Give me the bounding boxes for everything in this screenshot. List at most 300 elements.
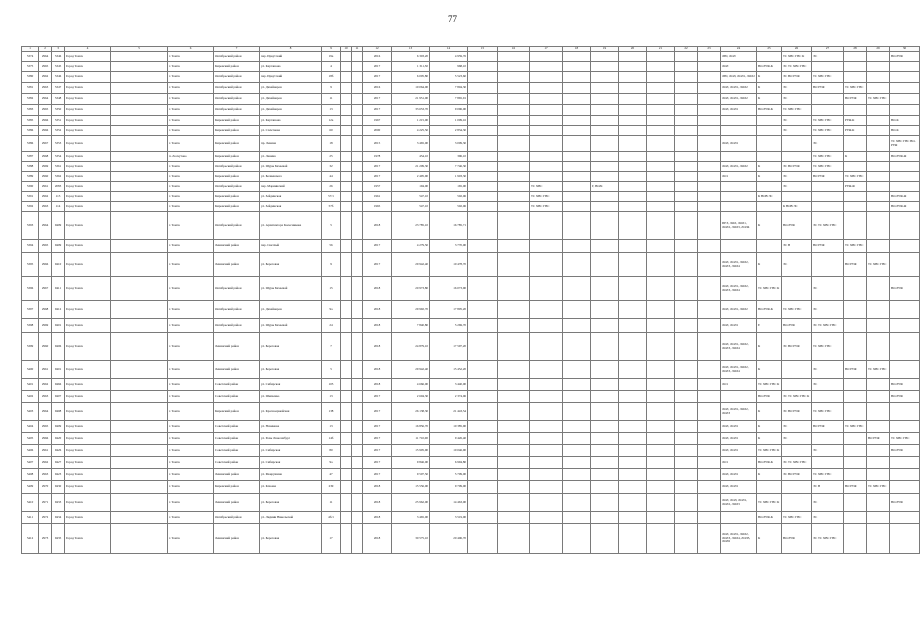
cell-col-4: Город Томск (65, 72, 111, 83)
cell-col-10 (341, 202, 352, 212)
cell-col-3: 9411 (52, 277, 65, 301)
cell-col-23 (698, 52, 721, 62)
cell-col-16 (498, 469, 530, 481)
cell-col-24 (721, 182, 757, 192)
column-header-21: 21 (647, 47, 675, 52)
cell-col-7: Ленинский район (214, 469, 260, 481)
cell-col-11 (352, 361, 363, 379)
cell-col-5 (111, 72, 168, 83)
cell-col-30: ВО-РУФ-Ф (890, 202, 920, 212)
cell-col-24: ЛОЛ, ЛОЛ1 (721, 469, 757, 481)
cell-col-2: 2965 (39, 240, 52, 253)
cell-col-27 (812, 94, 844, 105)
cell-col-14: 7 804,30 (430, 83, 468, 94)
cell-col-3: 114 (52, 202, 65, 212)
cell-col-7: Кировский район (214, 136, 260, 152)
cell-col-5 (111, 301, 168, 319)
table-row (22, 162, 920, 172)
cell-col-7: Ленинский район (214, 253, 260, 277)
cell-col-6: г. Томск (168, 277, 214, 301)
cell-col-4: Город Томск (65, 524, 111, 554)
cell-col-15 (468, 240, 498, 253)
cell-col-8: ул. Сибирская (260, 445, 322, 457)
cell-col-5 (111, 94, 168, 105)
cell-col-12: 2018 (363, 512, 392, 524)
cell-col-18 (563, 403, 591, 421)
cell-col-19 (591, 379, 619, 391)
cell-col-6: г. Томск (168, 105, 214, 116)
cell-col-26: ЭС ВО РУФ (782, 162, 812, 172)
cell-col-9: 24 (322, 319, 341, 333)
cell-col-15 (468, 52, 498, 62)
cell-col-6: г. Томск (168, 162, 214, 172)
cell-col-16 (498, 457, 530, 469)
cell-col-23 (698, 301, 721, 319)
cell-col-28 (844, 72, 867, 83)
cell-col-19 (591, 403, 619, 421)
cell-col-20 (619, 433, 647, 445)
cell-col-12: 2017 (363, 72, 392, 83)
cell-col-30 (890, 524, 920, 554)
cell-col-10 (341, 361, 352, 379)
cell-col-17 (530, 494, 563, 512)
cell-col-23 (698, 94, 721, 105)
cell-col-3: 5350 (52, 105, 65, 116)
cell-col-17 (530, 212, 563, 240)
cell-col-15 (468, 481, 498, 494)
cell-col-26: ЭС ВО РУФ (782, 469, 812, 481)
cell-col-20 (619, 421, 647, 433)
cell-col-19 (591, 240, 619, 253)
cell-col-28 (844, 433, 867, 445)
cell-col-22 (675, 172, 698, 182)
cell-col-18 (563, 524, 591, 554)
cell-col-18 (563, 319, 591, 333)
cell-col-22 (675, 403, 698, 421)
cell-col-12: 2018 (363, 361, 392, 379)
cell-col-11 (352, 52, 363, 62)
cell-col-8: ул. Шуры Бахаевой (260, 319, 322, 333)
cell-col-14: 2 374,06 (430, 391, 468, 403)
cell-col-2: 2966 (39, 253, 52, 277)
cell-col-24: ЛОЛ, ЛОЛ1 (721, 445, 757, 457)
cell-col-14: 502,06 (430, 202, 468, 212)
cell-col-16 (498, 172, 530, 182)
cell-col-30 (890, 319, 920, 333)
cell-col-30: ВО-РУФ-Ф (890, 192, 920, 202)
cell-col-23 (698, 182, 721, 192)
cell-col-17 (530, 62, 563, 72)
cell-col-16 (498, 52, 530, 62)
cell-col-10 (341, 277, 352, 301)
cell-col-23 (698, 212, 721, 240)
cell-col-15 (468, 469, 498, 481)
cell-col-13: 7 840,80 (392, 319, 430, 333)
cell-col-6: г. Томск (168, 182, 214, 192)
cell-col-28 (844, 512, 867, 524)
cell-col-30: ВО-РУФ (890, 391, 920, 403)
cell-col-12: 2018 (363, 379, 392, 391)
cell-col-2: 2961 (39, 361, 52, 379)
cell-col-30 (890, 421, 920, 433)
column-header-28: 28 (844, 47, 867, 52)
cell-col-30 (890, 94, 920, 105)
cell-col-18 (563, 62, 591, 72)
cell-col-7: Ленинский район (214, 494, 260, 512)
cell-col-20 (619, 83, 647, 94)
cell-col-24: ЛОЛ, ЛОЛ1, ЛОЛ2 (721, 83, 757, 94)
cell-col-25: ВО-РУФ-К (757, 512, 782, 524)
cell-col-5 (111, 83, 168, 94)
cell-col-30 (890, 301, 920, 319)
cell-col-15 (468, 445, 498, 457)
cell-col-15 (468, 202, 498, 212)
cell-col-17 (530, 319, 563, 333)
cell-col-30: ТС ХВС ГВС ВО-РУФ (890, 136, 920, 152)
cell-col-30 (890, 172, 920, 182)
cell-col-16 (498, 62, 530, 72)
cell-col-15 (468, 83, 498, 94)
cell-col-5 (111, 62, 168, 72)
cell-col-1: 5388 (22, 162, 39, 172)
cell-col-23 (698, 481, 721, 494)
cell-col-2: 2964 (39, 52, 52, 62)
cell-col-11 (352, 277, 363, 301)
cell-col-10 (341, 152, 352, 162)
cell-col-1: 5393 (22, 212, 39, 240)
cell-col-23 (698, 277, 721, 301)
cell-col-9: 11 (322, 494, 341, 512)
cell-col-28 (844, 391, 867, 403)
cell-col-1: 5408 (22, 469, 39, 481)
cell-col-25: ТС ХВС ГВС К (757, 277, 782, 301)
cell-col-22 (675, 116, 698, 126)
table-row (22, 319, 920, 333)
cell-col-20 (619, 403, 647, 421)
cell-col-3: 9466 (52, 379, 65, 391)
cell-col-18 (563, 481, 591, 494)
cell-col-18 (563, 361, 591, 379)
cell-col-23 (698, 116, 721, 126)
cell-col-6: г. Томск (168, 445, 214, 457)
cell-col-27 (812, 62, 844, 72)
cell-col-5 (111, 136, 168, 152)
cell-col-5 (111, 457, 168, 469)
cell-col-6: г. Томск (168, 391, 214, 403)
cell-col-12: 2017 (363, 445, 392, 457)
cell-col-25 (757, 136, 782, 152)
cell-col-1: 5390 (22, 182, 39, 192)
cell-col-22 (675, 421, 698, 433)
cell-col-30 (890, 162, 920, 172)
cell-col-28 (844, 445, 867, 457)
cell-col-25: К (757, 253, 782, 277)
cell-col-25 (757, 126, 782, 136)
cell-col-5 (111, 52, 168, 62)
cell-col-14: 4 959,76 (430, 52, 468, 62)
cell-col-8: ул. Береговая (260, 524, 322, 554)
table-row (22, 253, 920, 277)
cell-col-4: Город Томск (65, 421, 111, 433)
cell-col-24: ЛО1 (721, 457, 757, 469)
cell-col-3: 5361 (52, 162, 65, 172)
cell-col-20 (619, 469, 647, 481)
cell-col-16 (498, 202, 530, 212)
cell-col-10 (341, 172, 352, 182)
cell-col-28 (844, 457, 867, 469)
cell-col-2: 2968 (39, 301, 52, 319)
cell-col-15 (468, 361, 498, 379)
cell-col-12: 1978 (363, 152, 392, 162)
cell-col-11 (352, 379, 363, 391)
cell-col-2: 2967 (39, 277, 52, 301)
cell-col-4: Город Томск (65, 52, 111, 62)
column-header-17: 17 (530, 47, 563, 52)
cell-col-4: Город Томск (65, 277, 111, 301)
cell-col-19 (591, 481, 619, 494)
cell-col-30 (890, 457, 920, 469)
cell-col-10 (341, 162, 352, 172)
cell-col-8: ул. Береговая (260, 494, 322, 512)
cell-col-1: 5387 (22, 152, 39, 162)
cell-col-25: К (757, 469, 782, 481)
cell-col-22 (675, 457, 698, 469)
cell-col-5 (111, 379, 168, 391)
cell-col-21 (647, 391, 675, 403)
cell-col-3: 9410 (52, 253, 65, 277)
cell-col-3: 5362 (52, 172, 65, 182)
cell-col-1: 5409 (22, 481, 39, 494)
cell-col-12: 1961 (363, 192, 392, 202)
cell-col-20 (619, 253, 647, 277)
cell-col-11 (352, 116, 363, 126)
cell-col-18 (563, 116, 591, 126)
cell-col-11 (352, 403, 363, 421)
cell-col-18 (563, 172, 591, 182)
cell-col-4: Город Томск (65, 116, 111, 126)
cell-col-29 (867, 212, 890, 240)
cell-col-24: ЛОЛ, ЛОЛ1, ЛОЛ2, ЛОЛ3, ЛОЛ4, ЛОЛ5, ЛОЛ6 (721, 524, 757, 554)
cell-col-23 (698, 333, 721, 361)
cell-col-23 (698, 391, 721, 403)
cell-col-3: 9406 (52, 333, 65, 361)
cell-col-14: 3 519,00 (430, 512, 468, 524)
cell-col-13: 2 604,30 (392, 391, 430, 403)
cell-col-26 (782, 361, 812, 379)
cell-col-24: ЛОЛ, ЛОЛ1 (721, 105, 757, 116)
cell-col-25: ВО-РУФ-К (757, 105, 782, 116)
cell-col-14: 20 406,70 (430, 524, 468, 554)
cell-col-25: К (757, 172, 782, 182)
cell-col-12: 2017 (363, 403, 392, 421)
cell-col-18 (563, 391, 591, 403)
cell-col-17 (530, 469, 563, 481)
cell-col-11 (352, 445, 363, 457)
cell-col-19 (591, 361, 619, 379)
cell-col-2: 2963 (39, 391, 52, 403)
cell-col-11 (352, 240, 363, 253)
cell-col-26: ЭС В (782, 240, 812, 253)
cell-col-27: ТС ХВС ГВС (812, 116, 844, 126)
cell-col-5 (111, 494, 168, 512)
cell-col-27: ТС ХВС ГВС (812, 469, 844, 481)
cell-col-10 (341, 524, 352, 554)
cell-col-4: Город Томск (65, 494, 111, 512)
cell-col-14: 7 865,91 (430, 94, 468, 105)
cell-col-23 (698, 421, 721, 433)
cell-col-11 (352, 94, 363, 105)
cell-col-24: ЛОЛ, ЛОЛ1 (721, 319, 757, 333)
cell-col-13: 21 209,30 (392, 162, 430, 172)
cell-col-30 (890, 481, 920, 494)
cell-col-11 (352, 62, 363, 72)
cell-col-13: 9 507,50 (392, 469, 430, 481)
cell-col-12: 2018 (363, 524, 392, 554)
cell-col-30 (890, 403, 920, 421)
cell-col-17 (530, 136, 563, 152)
cell-col-22 (675, 481, 698, 494)
cell-col-13: 6 005,80 (392, 72, 430, 83)
cell-col-14: 9 709,00 (430, 481, 468, 494)
table-row (22, 202, 920, 212)
cell-col-15 (468, 136, 498, 152)
cell-col-23 (698, 524, 721, 554)
table-row (22, 494, 920, 512)
cell-col-6: г. Томск (168, 192, 214, 202)
cell-col-16 (498, 116, 530, 126)
cell-col-6: г. Томск (168, 83, 214, 94)
cell-col-10 (341, 494, 352, 512)
cell-col-13: 29 992,70 (392, 301, 430, 319)
cell-col-16 (498, 391, 530, 403)
cell-col-10 (341, 301, 352, 319)
cell-col-20 (619, 152, 647, 162)
cell-col-27: ЭС (812, 277, 844, 301)
cell-col-16 (498, 192, 530, 202)
cell-col-15 (468, 319, 498, 333)
cell-col-20 (619, 391, 647, 403)
cell-col-19 (591, 162, 619, 172)
cell-col-26: ВО-РУФ (782, 212, 812, 240)
cell-col-20 (619, 361, 647, 379)
cell-col-27: ВО РУФ (812, 172, 844, 182)
cell-col-1: 5381 (22, 83, 39, 94)
cell-col-27: ЭС (812, 512, 844, 524)
cell-col-24: ЛОЛ, ЛОЛ1, ЛОЛ2 (721, 94, 757, 105)
cell-col-17 (530, 457, 563, 469)
cell-col-2: 2961 (39, 182, 52, 192)
cell-col-19 (591, 524, 619, 554)
cell-col-22 (675, 192, 698, 202)
cell-col-2: 2972 (39, 512, 52, 524)
cell-col-3: 9433 (52, 494, 65, 512)
cell-col-20 (619, 494, 647, 512)
cell-col-3: 9409 (52, 240, 65, 253)
cell-col-5 (111, 391, 168, 403)
cell-col-28 (844, 52, 867, 62)
cell-col-28 (844, 62, 867, 72)
cell-col-30: ВО-РУФ (890, 494, 920, 512)
cell-col-16 (498, 403, 530, 421)
table-row (22, 212, 920, 240)
cell-col-9: 105 (322, 379, 341, 391)
cell-col-14: 5 523,60 (430, 72, 468, 83)
cell-col-4: Город Томск (65, 445, 111, 457)
cell-col-7: Советский район (214, 421, 260, 433)
cell-col-7: Ленинский район (214, 361, 260, 379)
cell-col-21 (647, 52, 675, 62)
cell-col-4: Город Томск (65, 319, 111, 333)
cell-col-21 (647, 212, 675, 240)
cell-col-26: ЭС (782, 94, 812, 105)
cell-col-12: 2017 (363, 240, 392, 253)
cell-col-7: Ленинский район (214, 240, 260, 253)
cell-col-18 (563, 126, 591, 136)
cell-col-26: ТС ХВС ГВС (782, 301, 812, 319)
cell-col-4: Город Томск (65, 192, 111, 202)
cell-col-4: Город Томск (65, 105, 111, 116)
cell-col-29 (867, 391, 890, 403)
cell-col-24: ЛОЛ, ЛОЛ, ЛОЛ1, ЛОЛ2, ЛОЛ3 (721, 494, 757, 512)
cell-col-16 (498, 162, 530, 172)
column-header-7: 7 (214, 47, 260, 52)
cell-col-11 (352, 152, 363, 162)
cell-col-9: 5 (322, 361, 341, 379)
cell-col-22 (675, 83, 698, 94)
cell-col-24: ЛОЛ, ЛОЛ1, ЛОЛ2, ЛОЛ3, ЛОЛ4 (721, 277, 757, 301)
cell-col-10 (341, 391, 352, 403)
cell-col-11 (352, 162, 363, 172)
column-header-15: 15 (468, 47, 498, 52)
cell-col-15 (468, 192, 498, 202)
cell-col-4: Город Томск (65, 457, 111, 469)
cell-col-25: К (757, 361, 782, 379)
cell-col-13: 33 653,70 (392, 105, 430, 116)
cell-col-22 (675, 319, 698, 333)
cell-col-17 (530, 172, 563, 182)
cell-col-21 (647, 469, 675, 481)
cell-col-11 (352, 319, 363, 333)
cell-col-8: ул. Зейдинская (260, 192, 322, 202)
cell-col-6: г. Томск (168, 172, 214, 182)
cell-col-12: 2018 (363, 301, 392, 319)
cell-col-7: Октябрьский район (214, 162, 260, 172)
cell-col-20 (619, 445, 647, 457)
table-row (22, 333, 920, 361)
cell-col-28 (844, 301, 867, 319)
cell-col-2: 2973 (39, 524, 52, 554)
cell-col-29 (867, 136, 890, 152)
cell-col-6: г. Томск (168, 240, 214, 253)
cell-col-14: 2 834,30 (430, 126, 468, 136)
cell-col-19 (591, 52, 619, 62)
cell-col-23 (698, 105, 721, 116)
cell-col-11 (352, 333, 363, 361)
cell-col-22 (675, 62, 698, 72)
cell-col-15 (468, 126, 498, 136)
cell-col-5 (111, 481, 168, 494)
cell-col-28: ВО РУФ (844, 253, 867, 277)
cell-col-19 (591, 94, 619, 105)
table-row (22, 136, 920, 152)
cell-col-9: 80 (322, 445, 341, 457)
column-header-11: 11 (352, 47, 363, 52)
cell-col-3: 2083 (52, 182, 65, 192)
cell-col-21 (647, 253, 675, 277)
cell-col-29 (867, 445, 890, 457)
column-header-14: 14 (430, 47, 468, 52)
table-row (22, 421, 920, 433)
